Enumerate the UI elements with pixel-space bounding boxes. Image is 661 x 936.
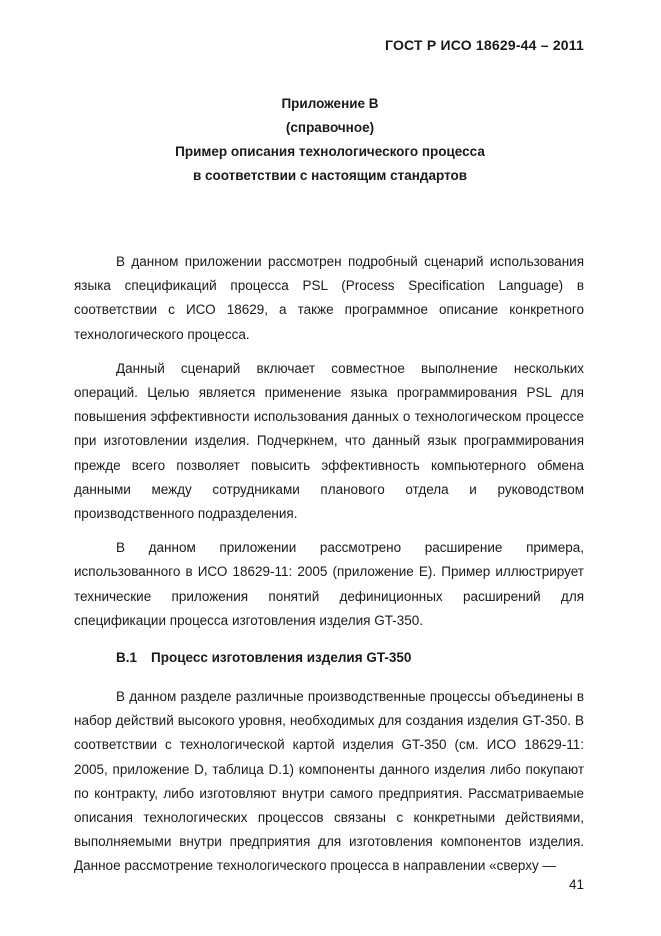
standard-header: ГОСТ Р ИСО 18629-44 – 2011 (385, 37, 584, 53)
intro-text (74, 250, 584, 643)
annex-title-block (70, 92, 590, 188)
section-text (74, 685, 584, 889)
paragraph: Данный сценарий включает совместное выполнение нескольких операций. Целью является применение языка программирования PSL для повышения эффективности использования данных о технологическом процессе при изготовлении изделия. Подчеркнем, что данный язык программирования прежде всего позволяет повысить эффективность компьютерного обмена данными между сотрудниками планового отдела и руководством производственного подразделения. (74, 360, 584, 522)
annex-subject-line2: в соответствии с настоящим стандартов (192, 168, 468, 183)
page-number: 41 (568, 877, 584, 892)
annex-subject-line1: Пример описания технологического процесса (175, 144, 485, 159)
section-number: В.1 (116, 650, 138, 665)
section-heading (116, 650, 411, 665)
paragraph: В данном приложении рассмотрено расширение примера, использованного в ИСО 18629-11: 2005 (приложение Е). Пример иллюстрирует технические приложения понятий дефиниционных расширений для спецификации процесса изготовления изделия GT-350. (74, 540, 584, 628)
annex-title: Приложение В (281, 96, 379, 111)
paragraph: В данном разделе различные производственные процессы объединены в набор действий высокого уровня, необходимых для создания изделия GT-350. В соответствии с технологической картой изделия GT-350 (см. ИСО 18629-11: 2005, приложение D, таблица D.1) компоненты данного изделия либо покупают по контракту, либо изготовляют внутри самого предприятия. Рассматриваемые описания технологических процессов связаны с конкретными действиями, выполняемыми внутри предприятия для изготовления компонентов изделия. Данное рассмотрение технологического процесса в направлении «сверху — (74, 689, 584, 874)
annex-type: (справочное) (285, 120, 375, 135)
paragraph: В данном приложении рассмотрен подробный сценарий использования языка спецификаций процесса PSL (Process Specification Language) в соответствии с ИСО 18629, а также программное описание конкретного технологического процесса. (74, 254, 584, 342)
section-title: Процесс изготовления изделия GT-350 (151, 650, 412, 665)
